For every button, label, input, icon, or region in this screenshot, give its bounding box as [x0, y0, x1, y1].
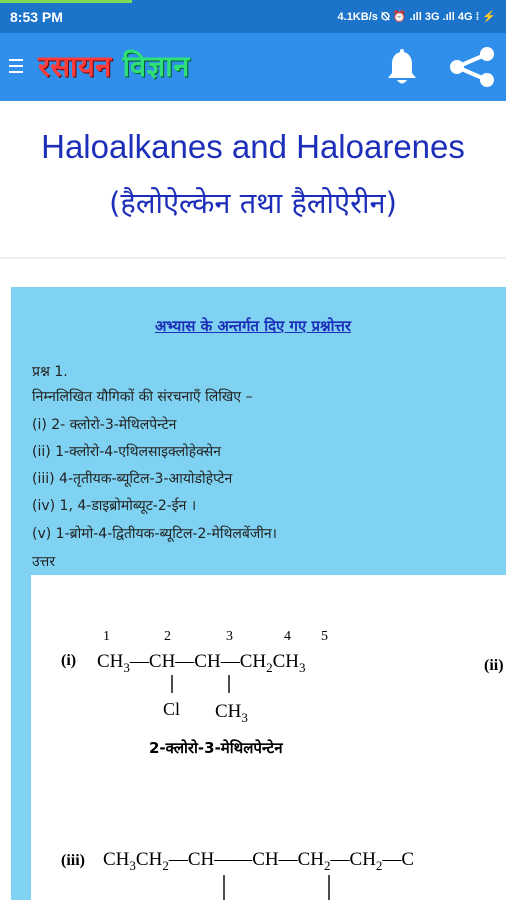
answer-label: उत्तर [32, 554, 56, 570]
structure-i-name: 2-क्लोरो-3-मेथिलपेन्टेन [149, 739, 283, 757]
question-item-4: (iv) 1, 4-डाइब्रोमोब्यूट-2-ईन । [32, 498, 197, 514]
exercise-card [11, 287, 506, 900]
question-number: प्रश्न 1. [32, 364, 68, 380]
label-i: (i) [61, 652, 77, 669]
question-item-5: (v) 1-ब्रोमो-4-द्वितीयक-ब्यूटिल-2-मेथिलबेंजीन। [32, 526, 277, 542]
divider [0, 257, 506, 259]
structure-drawing [31, 575, 506, 900]
page-title-hindi: (हैलोऐल्केन तथा हैलोऐरीन) [109, 186, 397, 220]
app-title-part1: रसायन [38, 49, 112, 83]
share-icon[interactable] [447, 46, 497, 88]
label-iii: (iii) [61, 852, 85, 869]
substituent-ch3: $CH_3$ [215, 701, 248, 725]
status-bar [0, 0, 506, 33]
page-heading [0, 101, 506, 257]
bell-icon[interactable] [385, 49, 419, 87]
app-title [38, 46, 190, 85]
card-heading: अभ्यास के अन्तर्गत दिए गए प्रश्नोत्तर [154, 317, 352, 335]
app-bar [0, 33, 506, 101]
question-text: निम्नलिखित यौगिकों की संरचनाएँ लिखिए – [32, 389, 253, 405]
structure-iii-chain: $CH_3CH_2—CH——CH—CH_2—CH_2—C$ [103, 849, 415, 873]
question-item-2: (ii) 1-क्लोरो-4-एथिलसाइक्लोहेक्सेन [32, 444, 221, 460]
carbon-number-1: 1 [103, 629, 110, 644]
status-time: 8:53 PM [10, 9, 63, 25]
carbon-number-5: 5 [321, 629, 328, 644]
page-title-english: Haloalkanes and Haloarenes [41, 128, 465, 165]
page-load-progress [0, 0, 132, 3]
label-ii: (ii) [484, 657, 504, 674]
answer-structures-image [31, 575, 506, 900]
app-title-part2: विज्ञान [122, 49, 190, 83]
carbon-number-2: 2 [164, 629, 171, 644]
question-item-1: (i) 2- क्लोरो-3-मेथिलपेन्टेन [32, 417, 177, 433]
status-indicators: 4.1KB/s ⦰ ⏰ .ıll 3G .ıll 4G ⁞ ⚡ [337, 11, 496, 23]
question-item-3: (iii) 4-तृतीयक-ब्यूटिल-3-आयोडोहेप्टेन [32, 471, 233, 487]
carbon-number-4: 4 [284, 629, 291, 644]
substituent-cl: Cl [163, 699, 181, 719]
structure-i-main-chain: $CH_3—CH—CH—CH_2CH_3$ [97, 651, 306, 675]
menu-icon[interactable] [9, 55, 27, 79]
carbon-number-3: 3 [226, 629, 233, 644]
